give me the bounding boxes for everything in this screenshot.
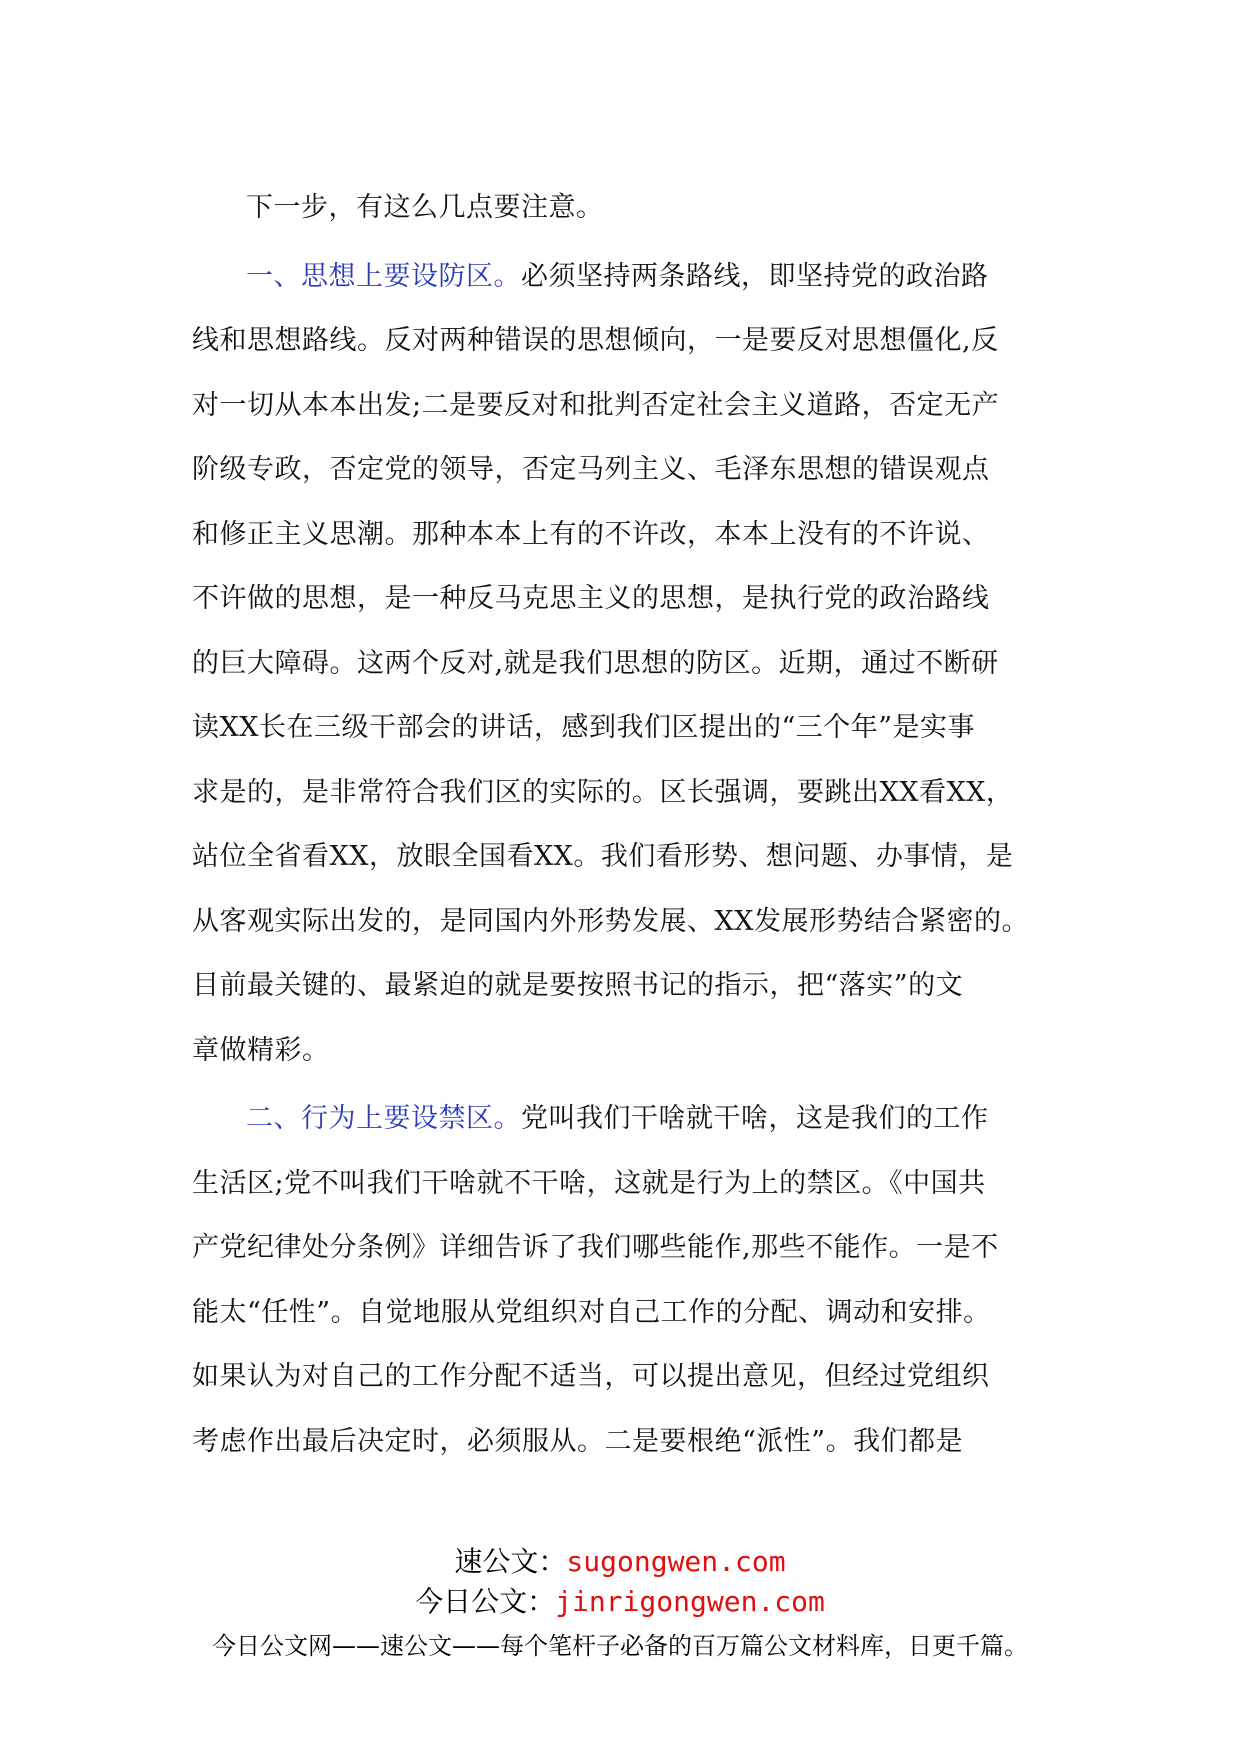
section-1-first-line	[192, 245, 1062, 310]
intro-paragraph: 下一步，有这么几点要注意。	[246, 192, 604, 223]
section-2	[192, 1087, 1062, 1474]
section-2-line: 如果认为对自己的工作分配不适当，可以提出意见，但经过党组织	[192, 1361, 990, 1392]
section-2-line: 考虑作出最后决定时，必须服从。二是要根绝“派性”。我们都是	[192, 1425, 964, 1457]
section-1-line: 线和思想路线。反对两种错误的思想倾向，一是要反对思想僵化,反	[192, 325, 999, 356]
footer-slogan: 今日公文网——速公文——每个笔杆子必备的百万篇公文材料库，日更千篇。	[212, 1632, 1028, 1660]
section-1-line: 对一切从本本出发;二是要反对和批判否定社会主义道路，否定无产	[192, 389, 1000, 421]
footer-jinrigongwen	[0, 1580, 1240, 1620]
section-2-first-line	[192, 1087, 1062, 1152]
footer-sugongwen-label: 速公文：	[454, 1545, 567, 1578]
section-1-line: 站位全省看XX，放眼全国看XX。我们看形势、想问题、办事情，是	[192, 841, 1014, 872]
section-1	[192, 245, 1062, 1084]
section-1-line: 的巨大障碍。这两个反对,就是我们思想的防区。近期，通过不断研	[192, 647, 999, 679]
section-1-line: 从客观实际出发的，是同国内外形势发展、XX发展形势结合紧密的。	[192, 905, 1029, 937]
footer-sugongwen-link[interactable]: sugongwen.com	[566, 1545, 786, 1578]
section-1-line: 和修正主义思潮。那种本本上有的不许改，本本上没有的不许说、	[192, 518, 990, 550]
footer-sugongwen	[0, 1540, 1240, 1580]
section-1-line: 不许做的思想，是一种反马克思主义的思想，是执行党的政治路线	[192, 583, 990, 614]
section-2-line: 能太“任性”。自觉地服从党组织对自己工作的分配、调动和安排。	[192, 1296, 991, 1328]
footer-jinrigongwen-link[interactable]: jinrigongwen.com	[555, 1585, 825, 1618]
footer-jinrigongwen-label: 今日公文：	[415, 1585, 556, 1618]
section-2-first-line-text: 党叫我们干啥就干啥，这是我们的工作	[521, 1103, 989, 1134]
section-1-line: 章做精彩。	[192, 1034, 330, 1066]
section-2-heading: 二、行为上要设禁区。	[246, 1103, 521, 1134]
section-2-line: 产党纪律处分条例》详细告诉了我们哪些能作,那些不能作。一是不	[192, 1232, 999, 1263]
document-body	[192, 176, 1062, 1474]
section-2-line: 生活区;党不叫我们干啥就不干啥，这就是行为上的禁区。《中国共	[192, 1167, 986, 1199]
section-1-line: 读XX长在三级干部会的讲话，感到我们区提出的“三个年”是实事	[192, 712, 976, 743]
section-1-heading: 一、思想上要设防区。	[246, 260, 521, 292]
section-1-line: 求是的，是非常符合我们区的实际的。区长强调，要跳出XX看XX，	[192, 776, 1014, 808]
section-1-first-line-text: 必须坚持两条路线，即坚持党的政治路	[521, 260, 989, 292]
section-1-line: 目前最关键的、最紧迫的就是要按照书记的指示，把“落实”的文	[192, 970, 964, 1001]
section-1-line: 阶级专政，否定党的领导，否定马列主义、毛泽东思想的错误观点	[192, 454, 990, 485]
